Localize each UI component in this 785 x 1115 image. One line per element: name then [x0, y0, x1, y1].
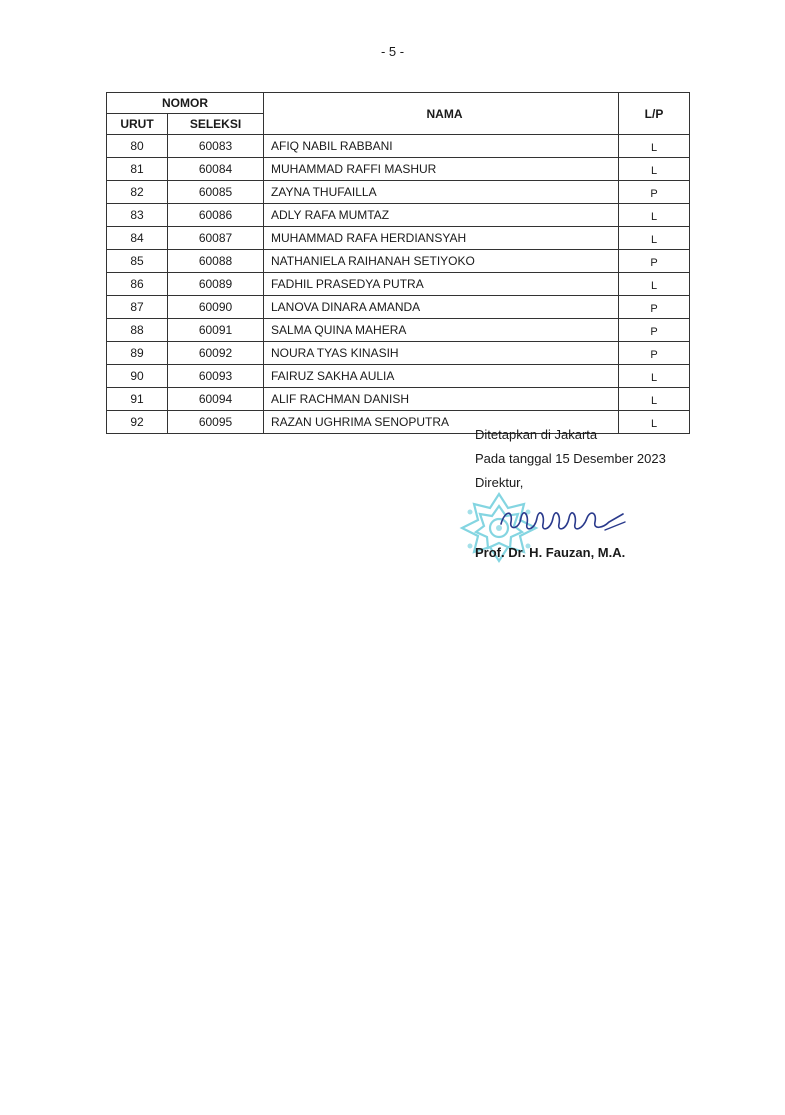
cell-nama: SALMA QUINA MAHERA: [264, 319, 619, 342]
table-row: [107, 250, 690, 273]
table-row: [107, 181, 690, 204]
cell-seleksi: 60083: [168, 135, 264, 158]
table-row: [107, 365, 690, 388]
cell-lp: L: [619, 388, 690, 411]
sign-date: Pada tanggal 15 Desember 2023: [475, 451, 666, 466]
cell-seleksi: 60087: [168, 227, 264, 250]
signature-block: [475, 423, 666, 495]
table-row: [107, 227, 690, 250]
cell-urut: 83: [107, 204, 168, 227]
cell-seleksi: 60084: [168, 158, 264, 181]
cell-nama: MUHAMMAD RAFFI MASHUR: [264, 158, 619, 181]
cell-urut: 89: [107, 342, 168, 365]
cell-nama: NATHANIELA RAIHANAH SETIYOKO: [264, 250, 619, 273]
cell-lp: P: [619, 342, 690, 365]
cell-seleksi: 60090: [168, 296, 264, 319]
cell-seleksi: 60091: [168, 319, 264, 342]
cell-lp: L: [619, 158, 690, 181]
cell-lp: L: [619, 227, 690, 250]
table-row: [107, 296, 690, 319]
cell-nama: ADLY RAFA MUMTAZ: [264, 204, 619, 227]
cell-lp: P: [619, 181, 690, 204]
cell-urut: 92: [107, 411, 168, 434]
cell-seleksi: 60086: [168, 204, 264, 227]
cell-urut: 85: [107, 250, 168, 273]
table-row: [107, 273, 690, 296]
header-urut: URUT: [107, 114, 168, 135]
cell-seleksi: 60088: [168, 250, 264, 273]
page-number: - 5 -: [380, 44, 405, 59]
signatory-name: Prof. Dr. H. Fauzan, M.A.: [475, 545, 626, 560]
student-table: [106, 92, 690, 434]
cell-urut: 82: [107, 181, 168, 204]
cell-nama: ZAYNA THUFAILLA: [264, 181, 619, 204]
cell-lp: L: [619, 365, 690, 388]
cell-urut: 81: [107, 158, 168, 181]
cell-lp: P: [619, 319, 690, 342]
cell-seleksi: 60094: [168, 388, 264, 411]
header-lp: L/P: [619, 93, 690, 135]
cell-urut: 90: [107, 365, 168, 388]
cell-urut: 88: [107, 319, 168, 342]
cell-urut: 84: [107, 227, 168, 250]
sign-position: Direktur,: [475, 475, 524, 490]
signature-scribble: [495, 500, 635, 540]
table-row: [107, 388, 690, 411]
header-seleksi: SELEKSI: [168, 114, 264, 135]
cell-lp: P: [619, 250, 690, 273]
cell-nama: LANOVA DINARA AMANDA: [264, 296, 619, 319]
sign-place: Ditetapkan di Jakarta: [475, 427, 598, 442]
cell-urut: 87: [107, 296, 168, 319]
cell-nama: ALIF RACHMAN DANISH: [264, 388, 619, 411]
cell-seleksi: 60085: [168, 181, 264, 204]
cell-seleksi: 60092: [168, 342, 264, 365]
table-row: [107, 135, 690, 158]
cell-seleksi: 60095: [168, 411, 264, 434]
cell-lp: L: [619, 204, 690, 227]
cell-seleksi: 60093: [168, 365, 264, 388]
cell-seleksi: 60089: [168, 273, 264, 296]
cell-lp: P: [619, 296, 690, 319]
header-nomor: NOMOR: [107, 93, 264, 114]
cell-urut: 80: [107, 135, 168, 158]
cell-lp: L: [619, 411, 690, 434]
cell-nama: FAIRUZ SAKHA AULIA: [264, 365, 619, 388]
table-row: [107, 319, 690, 342]
table-row: [107, 204, 690, 227]
cell-nama: RAZAN UGHRIMA SENOPUTRA: [264, 411, 619, 434]
table-row: [107, 342, 690, 365]
cell-nama: MUHAMMAD RAFA HERDIANSYAH: [264, 227, 619, 250]
cell-urut: 86: [107, 273, 168, 296]
header-nama: NAMA: [264, 93, 619, 135]
table-row: [107, 158, 690, 181]
cell-urut: 91: [107, 388, 168, 411]
cell-nama: NOURA TYAS KINASIH: [264, 342, 619, 365]
cell-lp: L: [619, 135, 690, 158]
cell-nama: FADHIL PRASEDYA PUTRA: [264, 273, 619, 296]
cell-lp: L: [619, 273, 690, 296]
cell-nama: AFIQ NABIL RABBANI: [264, 135, 619, 158]
